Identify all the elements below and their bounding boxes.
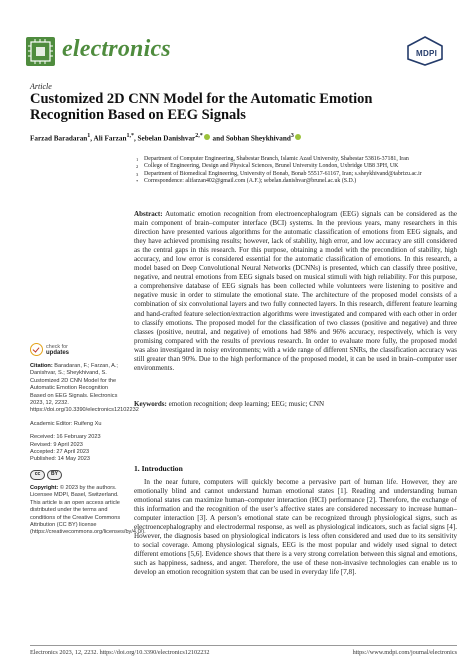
introduction-text: In the near future, computers will quickly become a pervasive part of human life. However, they are emotionally blind and cannot understand human emotional states [1]. Reading and understanding human emotional states can maximize human–computer interaction (HCI) performance [2]. Therefore, the exchange of this information and the recognition of the user’s affective states are considered necessary to increase human–computer interaction [3]. A person’s emotional state can be recognized through physiological signs, such as electroencephalography and electrodermal response, as well as physiological indicators, such as facial signs [4]. However, the diagnosis based on physiological indicators is less often considered and used due to its sensitivity to social coverage. Among physiological signals, EEG is the most popular and widely used signal to detect different emotions [5,6]. Evidence shows that there is a very strong correlation between this signal and emotions, such as happiness, sadness, and anger. Therefore, the use of these non-invasive technologies can enable us to develop an emotion recognition system that can be used in everyday life [7,8].: [134, 478, 457, 577]
affiliation-text: College of Engineering, Design and Physical Sciences, Brunel University London, Uxbridge UB8 3PH, UK: [144, 163, 399, 170]
section-heading: 1. Introduction: [134, 464, 183, 473]
accepted-date: Accepted: 27 April 2023: [30, 449, 90, 456]
author-name: Farzad Baradaran: [30, 134, 88, 143]
keywords-label: Keywords:: [134, 400, 167, 408]
article-title: Customized 2D CNN Model for the Automatic Emotion Recognition Based on EEG Signals: [30, 91, 373, 123]
page-footer: [30, 645, 457, 656]
check-updates-icon: [30, 343, 43, 356]
history-dates: [30, 434, 125, 464]
abstract: [134, 210, 457, 373]
published-date: Published: 14 May 2023: [30, 456, 91, 463]
sidebar: [30, 343, 146, 543]
journal-logo-icon: [26, 37, 55, 66]
journal-name[interactable]: electronics: [62, 36, 171, 62]
affiliation-number: *: [136, 179, 139, 185]
revised-date: Revised: 9 April 2023: [30, 441, 83, 448]
affiliations: [136, 156, 456, 186]
article-type: Article: [30, 82, 52, 91]
cc-license-badge[interactable]: [30, 470, 125, 480]
author-conjunction: and: [212, 134, 225, 143]
author-affiliation-mark: 2,*: [195, 133, 203, 139]
citation-block: [30, 363, 139, 415]
author-name: Sebelan Danishvar: [137, 134, 196, 143]
citation-text: Baradaran, F.; Farzan, A.; Danishvar, S.; Sheykhivand, S. Customized 2D CNN Model for the Automatic Emotion Recognition Based on EEG Signals. Electronics 2023, 12, 2232. https://doi.org/10.3390/electronics12102232: [30, 363, 139, 414]
author-name: Ali Farzan: [93, 134, 127, 143]
check-updates-line2: updates: [46, 349, 70, 356]
affiliation-number: 1: [136, 157, 139, 162]
copyright-text: © 2023 by the authors. Licensee MDPI, Basel, Switzerland. This article is an open access article distributed under the terms and conditions of the Creative Commons Attribution (CC BY) license (https://creativecommons.org/licenses/by/4.0/).: [30, 484, 146, 536]
affiliation-text: Department of Computer Engineering, Shabestar Branch, Islamic Azad University, Shabestar 53816-37181, Iran: [144, 156, 409, 162]
author-list: Farzad Baradaran$^1$, Ali Farzan$^{1,*}$, Sebelan Danishvar$^{2,*}$ and Sobhan Sheykhivand$^3$: [30, 133, 450, 142]
correspondence-text: Correspondence: alifarzan402@gmail.com (A.F.); sebelan.danishvar@brunel.ac.uk (S.D.): [144, 178, 357, 185]
author-affiliation-mark: 3: [290, 133, 294, 139]
orcid-icon[interactable]: [295, 134, 301, 140]
affiliation-text: Department of Biomedical Engineering, University of Bonab, Bonab 55517-61167, Iran; s.sheykhivand@tabrizu.ac.ir: [144, 170, 422, 177]
abstract-text: Automatic emotion recognition from electroencephalogram (EEG) signals can be considered as the main component of brain–computer interface (BCI) systems. In the previous years, many researchers in this direction have presented various algorithms for the automatic classification of emotions from EEG signals, and they have achieved promising results; however, lack of stability, high error, and low accuracy are still considered as the central gaps in this research. For this purpose, obtaining a model with the precondition of stability, high accuracy, and low error is considered essential for the automatic classification of emotions. In this research, a model based on Deep Convolutional Neural Networks (DCNNs) is presented, which can classify three positive, negative, and neutral emotions from EEG signals based on musical stimuli with high reliability. For this purpose, a comprehensive database of EEG signals has been collected while volunteers were listening to positive and negative music in order to stimulate the emotional state. The architecture of the proposed model consists of a combination of six convolutional layers and two fully connected layers. In this research, different feature learning and hand-crafted feature selection/extraction algorithms were investigated and compared with each other in order to classify emotions. The proposed model for the classification of two classes (positive and negative) and three classes (positive, neutral, and negative) of emotions had 98% and 96% accuracy, respectively, which is very promising compared with the results of previous research. In order to evaluate more fully, the proposed model was also investigated in noisy environments; with a wide range of different SNRs, the classification accuracy was still greater than 90%. Due to the high performance of the proposed model, it can be used in brain–computer user environments.: [134, 210, 458, 372]
keywords-text: emotion recognition; deep learning; EEG; music; CNN: [168, 400, 325, 408]
received-date: Received: 16 February 2023: [30, 434, 101, 441]
copyright-label: Copyright:: [30, 484, 59, 491]
cc-icon: cc: [30, 470, 45, 480]
check-for-updates-button[interactable]: [30, 343, 125, 356]
footer-citation[interactable]: Electronics 2023, 12, 2232. https://doi.org/10.3390/electronics12102232: [30, 649, 210, 656]
author-affiliation-mark: 1,*: [126, 133, 134, 139]
copyright-block: [30, 484, 146, 537]
abstract-label: Abstract:: [134, 210, 163, 218]
check-updates-line1: check for: [46, 343, 68, 350]
author-name: Sobhan Sheykhivand: [225, 134, 291, 143]
keywords: [134, 400, 457, 409]
citation-label: Citation:: [30, 363, 53, 369]
author-affiliation-mark: 1: [87, 133, 91, 139]
affiliation-number: 3: [136, 171, 139, 177]
affiliation-number: 2: [136, 164, 139, 170]
cc-by-icon: BY: [47, 470, 62, 480]
footer-journal-url[interactable]: https://www.mdpi.com/journal/electronics: [352, 649, 457, 656]
orcid-icon[interactable]: [204, 134, 210, 140]
academic-editor: Academic Editor: Ruifeng Xu: [30, 420, 102, 427]
publisher-name: MDPI: [416, 49, 438, 58]
